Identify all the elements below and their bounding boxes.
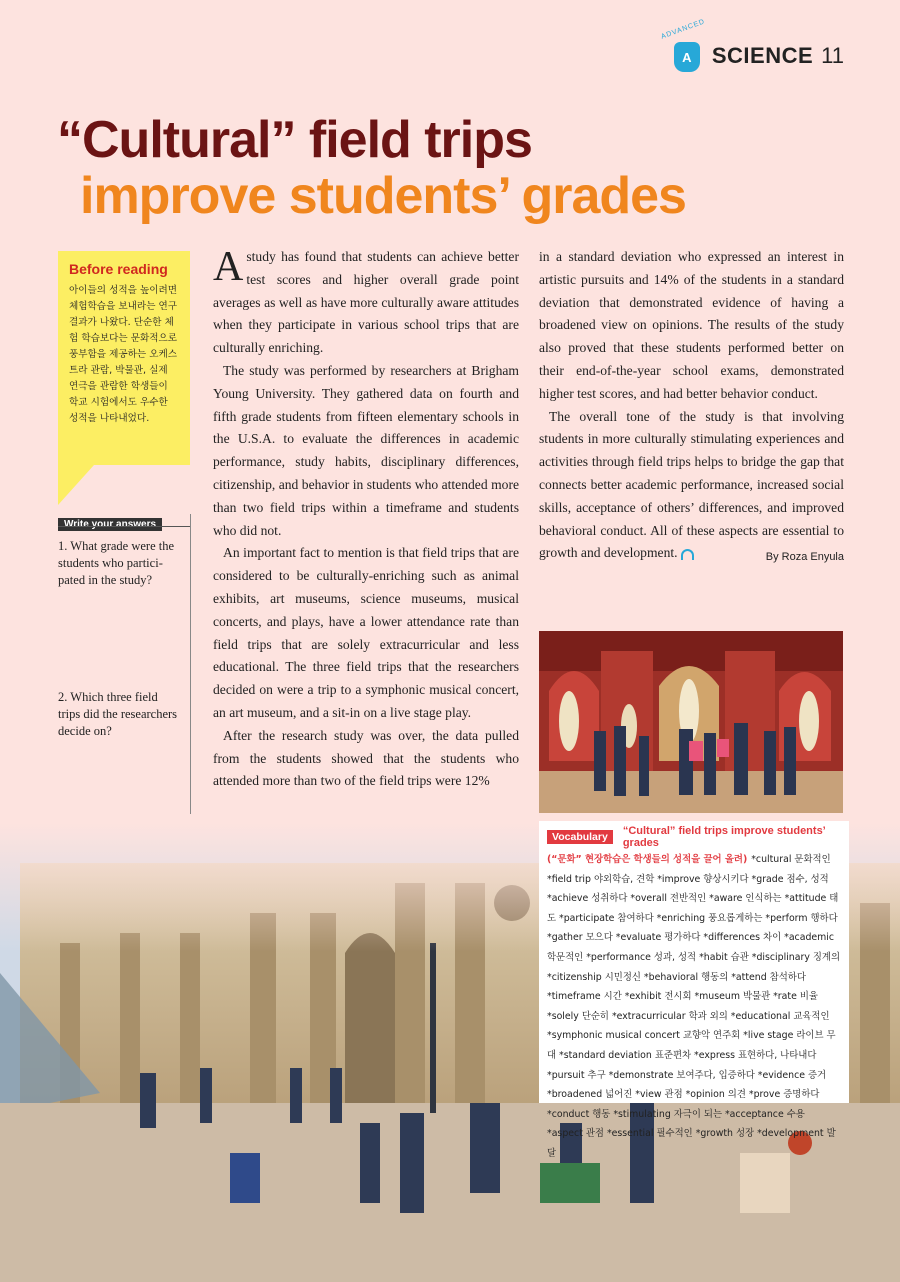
article-column-2 bbox=[539, 246, 844, 569]
vocabulary-tag: Vocabulary bbox=[547, 830, 613, 844]
byline: By Roza Enyula bbox=[765, 551, 844, 564]
headline-line-1: “Cultural” field trips bbox=[57, 111, 532, 169]
page-number: 11 bbox=[821, 43, 844, 68]
museum-photo bbox=[539, 631, 843, 813]
section-name: SCIENCE bbox=[711, 43, 814, 68]
headline-line-2: improve students’ grades bbox=[80, 167, 686, 225]
article-paragraph-6: The overall tone of the study is that involving students in more culturally stimulating experiences and activities through field trips helps to bridge the gap that connects better academic performance, increased social skills, acceptance of others’ differences, and improved behavioral conduct. All of these aspects are essential to growth and development. By Roza Enyula bbox=[539, 406, 844, 566]
badge-arc-text: ADVANCED bbox=[660, 18, 707, 41]
article-paragraph-2: The study was performed by researchers at Brigham Young University. They gathered data on fourth and fifth grade students from fifteen elementary schools in the U.S.A. to evaluate the differences in academic performance, study habits, disciplinary differences, citizenship, and behavior in students who attended more than two field trips within a timeframe and students who did not. bbox=[213, 362, 519, 538]
badge-letter: A bbox=[682, 50, 692, 65]
before-reading-text: 아이들의 성적을 높이려면 체험학습을 보내라는 연구 결과가 나왔다. 단순한 체험 학습보다는 문화적으로 풍부함을 제공하는 오케스트라 관람, 박물관, 실제 연극을 관람한 학생들이 학교 시험에서도 우수한 성적을 나타내었다. bbox=[69, 285, 178, 424]
write-answers-label: Write your answers bbox=[58, 518, 162, 531]
article-paragraph-5: in a standard deviation who expressed an interest in artistic pursuits and 14% of the students in a standard deviation that demonstrated evidence of having a broadened view on opinions. The results of the study also proved that these students performed better on their end-of-the-year school exams, demonstrated higher test scores, and had better behavior conduct. bbox=[539, 249, 844, 401]
drop-cap: A bbox=[213, 244, 244, 290]
advanced-badge-icon bbox=[660, 18, 707, 76]
headphones-icon bbox=[681, 549, 694, 560]
page-header bbox=[660, 18, 844, 76]
article-paragraph-3: An important fact to mention is that field trips that are considered to be culturally-enriching such as animal exhibits, art museums, science museums, musical concerts, and plays, have a lower attendance rate than field trips that are solely extracurricular and less educational. The three field trips that the researchers decided on were a trip to a symphonic musical concert, an art museum, and a sit-in on a live stage play. bbox=[213, 545, 519, 720]
article-paragraph-4: After the research study was over, the data pulled from the students showed that the students who attended more than two of the field trips were 12% bbox=[213, 727, 519, 789]
article-column-1 bbox=[213, 246, 519, 793]
vocabulary-title: “Cultural” field trips improve students’ grades bbox=[622, 825, 826, 849]
before-reading-heading: Before reading bbox=[69, 261, 168, 277]
vocabulary-subtitle: (“문화” 현장학습은 학생들의 성적을 끌어 올려) bbox=[547, 854, 748, 865]
question-1: 1. What grade were the students who participated in the study? bbox=[58, 539, 175, 587]
before-reading-note bbox=[58, 251, 190, 465]
article-paragraph-1: A study has found that students can achieve better test scores and higher overall grade point averages as well as have more culturally aware attitudes when they participate in various school trips that are culturally enriching. bbox=[213, 244, 519, 356]
vocabulary-box bbox=[539, 821, 849, 1159]
question-2: 2. Which three field trips did the researchers decide on? bbox=[58, 690, 178, 738]
vocabulary-body: *cultural 문화적인 *field trip 야외학습, 견학 *improve 향상시키다 *grade 점수, 성적 *achieve 성취하다 *overall 전반적인 *aware 인식하는 *attitude 태도 *participate 참여하다 *enriching 풍요롭게하는 *perform 행하다 *gather 모으다 *evaluate 평가하다 *differences 차이 *academic 학문적인 *performance 성과, 성적 *habit 습관 *disciplinary 징계의 *citizenship 시민정신 *behavioral 행동의 *attend 참석하다 *timeframe 시간 *exhibit 전시회 *museum 박물관 *rate 비율 *solely 단순히 *extracurricular 학과 외의 *educational 교육적인 *symphonic musical concert 교향악 연주회 *live stage 라이브 무대 *standard deviation 표준편차 *express 표현하다, 나타내다 *pursuit 추구 *demonstrate 보여주다, 입증하다 *evidence 증거 *broadened 넓어진 *view 관점 *opinion 의견 *prove 증명하다 *conduct 행동 *stimulating 자극이 되는 *acceptance 수용 *aspect 관점 *essential 필수적인 *growth 성장 *development 발달 bbox=[547, 854, 841, 1159]
